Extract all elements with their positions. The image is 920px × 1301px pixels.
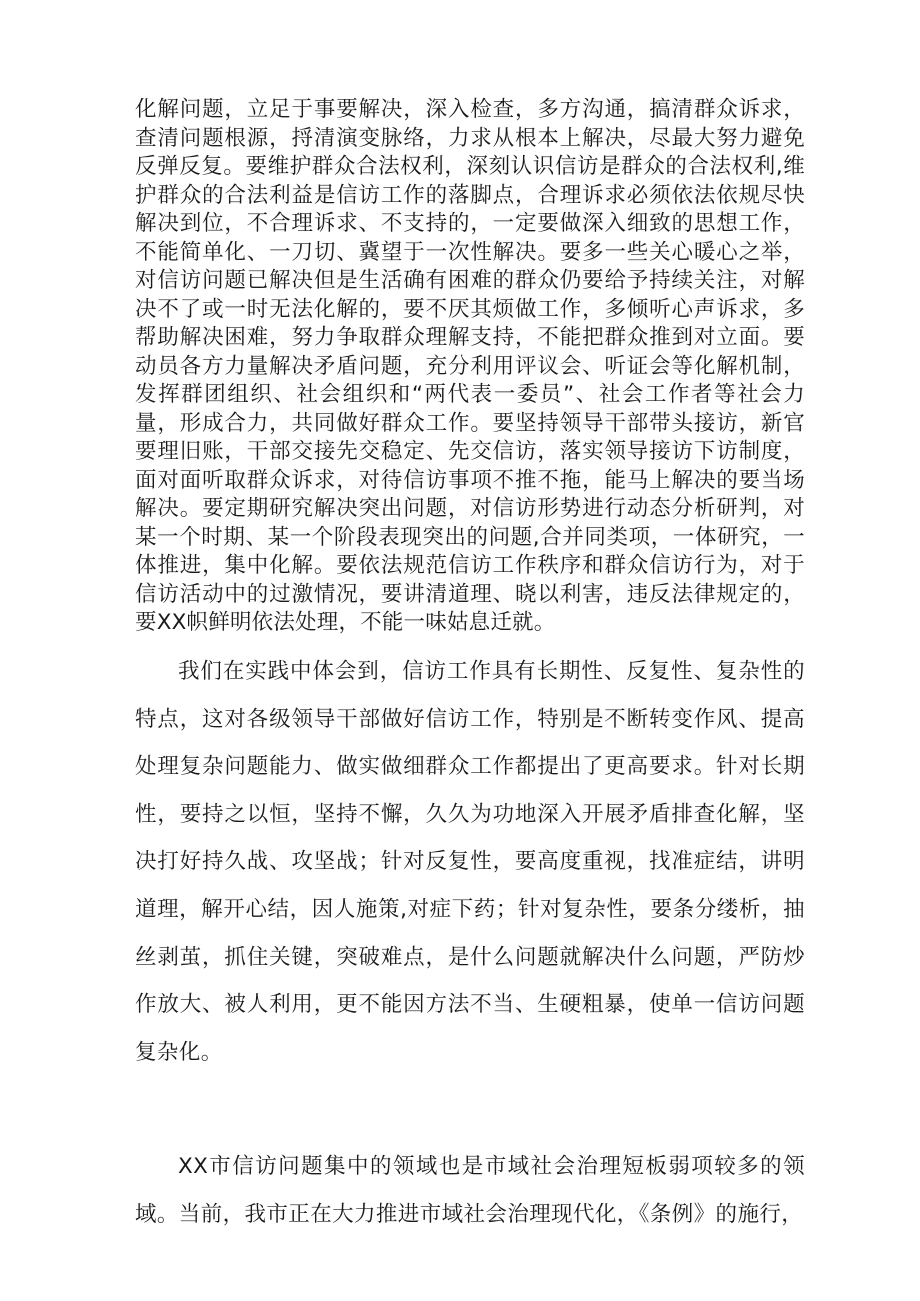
paragraph-1: 化解问题，立足于事要解决，深入检查，多方沟通，搞清群众诉求，查清问题根源，捋清演变脉络，力求从根本上解决，尽最大努力避免反弹反复。要维护群众合法权利，深刻认识信访是群众的合法权利,维护群众的合法利益是信访工作的落脚点，合理诉求必须依法依规尽快解决到位，不合理诉求、不支持的，一定要做深入细致的思想工作，不能简单化、一刀切、冀望于一次性解决。要多一些关心暖心之举，对信访问题已解决但是生活确有困难的群众仍要给予持续关注，对解决不了或一时无法化解的，要不厌其烦做工作，多倾听心声诉求，多帮助解决困难，努力争取群众理解支持，不能把群众推到对立面。要动员各方力量解决矛盾问题，充分利用评议会、听证会等化解机制，发挥群团组织、社会组织和“两代表一委员”、社会工作者等社会力量，形成合力，共同做好群众工作。要坚持领导干部带头接访，新官要理旧账，干部交接先交稳定、先交信访，落实领导接访下访制度，面对面听取群众诉求，对待信访事项不推不拖，能马上解决的要当场解决。要定期研究解决突出问题，对信访形势进行动态分析研判，对某一个时期、某一个阶段表现突出的问题,合并同类项，一体研究，一体推进，集中化解。要依法规范信访工作秩序和群众信访行为，对于信访活动中的过激情况，要讲清道理、晓以利害，违反法律规定的，要XX帜鲜明依法处理，不能一味姑息迁就。 [135,97,805,635]
paragraph-2: 我们在实践中体会到，信访工作具有长期性、反复性、复杂性的特点，这对各级领导干部做好信访工作，特别是不断转变作风、提高处理复杂问题能力、做实做细群众工作都提出了更高要求。针对长期性，要持之以恒，坚持不懈，久久为功地深入开展矛盾排查化解，坚决打好持久战、攻坚战；针对反复性，要高度重视，找准症结，讲明道理，解开心结，因人施策,对症下药；针对复杂性，要条分缕析，抽丝剥茧，抓住关键，突破难点，是什么问题就解决什么问题，严防炒作放大、被人利用，更不能因方法不当、生硬粗暴，使单一信访问题复杂化。 [135,659,805,1065]
paragraph-3: XX市信访问题集中的领域也是市域社会治理短板弱项较多的领域。当前，我市正在大力推进市域社会治理现代化，《条例》的施行， [135,1154,805,1227]
